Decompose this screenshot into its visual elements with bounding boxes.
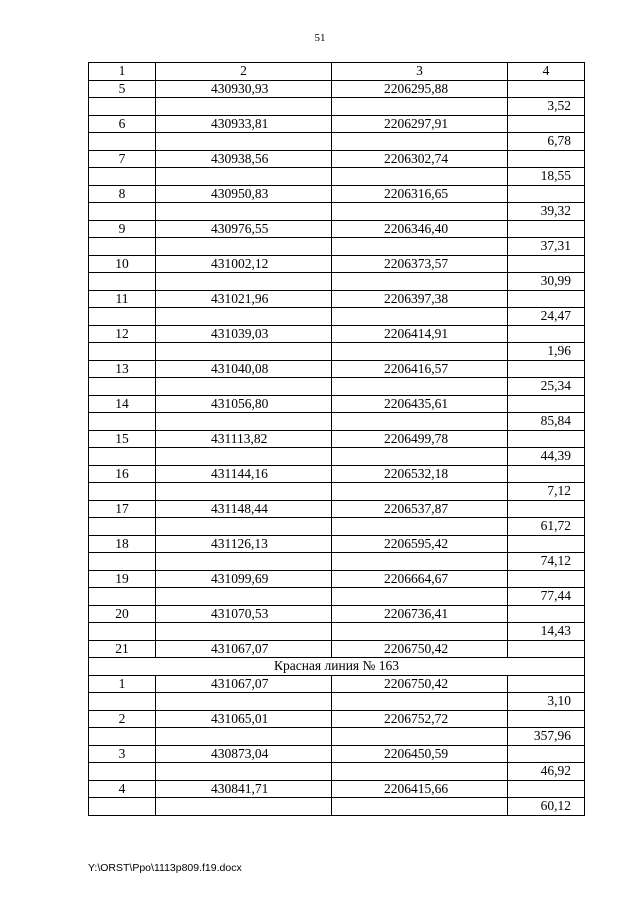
distance-cell-empty [508,360,585,378]
empty-cell [89,378,156,396]
point-number-cell: 9 [89,220,156,238]
distance-cell-empty [508,535,585,553]
distance-row [89,168,585,186]
empty-cell [332,553,508,571]
distance-row [89,203,585,221]
distance-cell-empty [508,780,585,798]
distance-row [89,693,585,711]
point-row [89,255,585,273]
file-path-footer: Y:\ORST\Ppo\1113p809.f19.docx [88,862,242,874]
y-coordinate-cell: 2206752,72 [332,710,508,728]
distance-cell-empty [508,115,585,133]
y-coordinate-cell: 2206736,41 [332,605,508,623]
y-coordinate-cell: 2206435,61 [332,395,508,413]
point-row [89,220,585,238]
point-number-cell: 3 [89,745,156,763]
distance-row [89,413,585,431]
point-number-cell: 13 [89,360,156,378]
distance-cell-empty [508,290,585,308]
point-row [89,710,585,728]
empty-cell [89,728,156,746]
x-coordinate-cell: 430841,71 [156,780,332,798]
distance-row [89,98,585,116]
empty-cell [89,588,156,606]
y-coordinate-cell: 2206316,65 [332,185,508,203]
distance-cell: 14,43 [508,623,585,641]
empty-cell [332,378,508,396]
y-coordinate-cell: 2206414,91 [332,325,508,343]
empty-cell [332,98,508,116]
distance-cell: 1,96 [508,343,585,361]
distance-row [89,728,585,746]
empty-cell [156,798,332,816]
distance-cell: 46,92 [508,763,585,781]
empty-cell [89,483,156,501]
distance-row [89,448,585,466]
empty-cell [332,483,508,501]
distance-cell-empty [508,465,585,483]
empty-cell [332,623,508,641]
x-coordinate-cell: 431067,07 [156,640,332,658]
empty-cell [156,693,332,711]
point-row [89,675,585,693]
distance-row [89,378,585,396]
point-number-cell: 17 [89,500,156,518]
empty-cell [332,518,508,536]
distance-row [89,343,585,361]
empty-cell [89,518,156,536]
point-number-cell: 2 [89,710,156,728]
empty-cell [156,203,332,221]
distance-cell: 3,52 [508,98,585,116]
distance-row [89,623,585,641]
x-coordinate-cell: 431065,01 [156,710,332,728]
empty-cell [332,448,508,466]
point-row [89,605,585,623]
distance-cell-empty [508,80,585,98]
empty-cell [89,273,156,291]
x-coordinate-cell: 431021,96 [156,290,332,308]
point-number-cell: 14 [89,395,156,413]
x-coordinate-cell: 431040,08 [156,360,332,378]
x-coordinate-cell: 431113,82 [156,430,332,448]
distance-cell-empty [508,710,585,728]
point-number-cell: 5 [89,80,156,98]
empty-cell [89,763,156,781]
empty-cell [89,238,156,256]
point-number-cell: 19 [89,570,156,588]
distance-row [89,553,585,571]
point-number-cell: 4 [89,780,156,798]
x-coordinate-cell: 430976,55 [156,220,332,238]
point-row [89,185,585,203]
empty-cell [89,308,156,326]
coordinates-table [88,62,585,816]
distance-cell: 6,78 [508,133,585,151]
distance-cell-empty [508,150,585,168]
point-row [89,500,585,518]
table-header-row [89,63,585,81]
distance-cell-empty [508,605,585,623]
section-title: Красная линия № 163 [89,658,585,676]
x-coordinate-cell: 430938,56 [156,150,332,168]
distance-cell: 44,39 [508,448,585,466]
x-coordinate-cell: 431056,80 [156,395,332,413]
empty-cell [156,623,332,641]
point-row [89,325,585,343]
empty-cell [156,273,332,291]
coordinates-table-body [89,63,585,816]
y-coordinate-cell: 2206297,91 [332,115,508,133]
header-cell-1: 1 [89,63,156,81]
distance-row [89,518,585,536]
empty-cell [156,238,332,256]
page-number: 51 [314,32,326,44]
point-number-cell: 15 [89,430,156,448]
y-coordinate-cell: 2206415,66 [332,780,508,798]
empty-cell [89,133,156,151]
y-coordinate-cell: 2206750,42 [332,675,508,693]
empty-cell [332,693,508,711]
distance-cell: 39,32 [508,203,585,221]
point-row [89,745,585,763]
empty-cell [332,168,508,186]
point-number-cell: 10 [89,255,156,273]
point-row [89,80,585,98]
distance-row [89,133,585,151]
distance-cell-empty [508,570,585,588]
y-coordinate-cell: 2206750,42 [332,640,508,658]
distance-row [89,798,585,816]
empty-cell [89,413,156,431]
distance-cell: 85,84 [508,413,585,431]
distance-cell-empty [508,325,585,343]
y-coordinate-cell: 2206416,57 [332,360,508,378]
distance-cell: 357,96 [508,728,585,746]
y-coordinate-cell: 2206537,87 [332,500,508,518]
y-coordinate-cell: 2206295,88 [332,80,508,98]
distance-cell-empty [508,745,585,763]
distance-cell-empty [508,430,585,448]
empty-cell [89,98,156,116]
y-coordinate-cell: 2206373,57 [332,255,508,273]
point-number-cell: 21 [89,640,156,658]
empty-cell [332,273,508,291]
distance-cell-empty [508,395,585,413]
empty-cell [89,203,156,221]
empty-cell [332,763,508,781]
point-number-cell: 7 [89,150,156,168]
point-number-cell: 12 [89,325,156,343]
point-row [89,360,585,378]
x-coordinate-cell: 431148,44 [156,500,332,518]
empty-cell [332,238,508,256]
distance-cell: 77,44 [508,588,585,606]
point-number-cell: 6 [89,115,156,133]
distance-row [89,588,585,606]
empty-cell [89,693,156,711]
point-row [89,780,585,798]
x-coordinate-cell: 431126,13 [156,535,332,553]
empty-cell [332,203,508,221]
header-cell-3: 3 [332,63,508,81]
distance-cell: 7,12 [508,483,585,501]
empty-cell [156,448,332,466]
distance-cell-empty [508,675,585,693]
x-coordinate-cell: 431144,16 [156,465,332,483]
empty-cell [156,343,332,361]
point-row [89,535,585,553]
point-number-cell: 20 [89,605,156,623]
distance-cell: 3,10 [508,693,585,711]
point-number-cell: 11 [89,290,156,308]
empty-cell [332,133,508,151]
point-number-cell: 1 [89,675,156,693]
x-coordinate-cell: 431070,53 [156,605,332,623]
distance-cell: 37,31 [508,238,585,256]
empty-cell [89,623,156,641]
empty-cell [156,763,332,781]
distance-cell-empty [508,640,585,658]
distance-cell: 18,55 [508,168,585,186]
y-coordinate-cell: 2206595,42 [332,535,508,553]
header-cell-2: 2 [156,63,332,81]
empty-cell [89,798,156,816]
point-number-cell: 18 [89,535,156,553]
x-coordinate-cell: 430950,83 [156,185,332,203]
distance-cell: 60,12 [508,798,585,816]
distance-cell: 74,12 [508,553,585,571]
distance-row [89,238,585,256]
point-row [89,290,585,308]
y-coordinate-cell: 2206499,78 [332,430,508,448]
x-coordinate-cell: 431099,69 [156,570,332,588]
distance-cell: 24,47 [508,308,585,326]
y-coordinate-cell: 2206664,67 [332,570,508,588]
x-coordinate-cell: 430933,81 [156,115,332,133]
point-row [89,640,585,658]
y-coordinate-cell: 2206397,38 [332,290,508,308]
distance-cell-empty [508,255,585,273]
x-coordinate-cell: 430873,04 [156,745,332,763]
distance-row [89,273,585,291]
empty-cell [332,588,508,606]
empty-cell [332,728,508,746]
empty-cell [89,448,156,466]
point-row [89,395,585,413]
empty-cell [89,553,156,571]
point-row [89,115,585,133]
empty-cell [89,168,156,186]
point-number-cell: 8 [89,185,156,203]
empty-cell [156,308,332,326]
empty-cell [156,588,332,606]
empty-cell [156,413,332,431]
x-coordinate-cell: 431002,12 [156,255,332,273]
x-coordinate-cell: 430930,93 [156,80,332,98]
distance-cell: 61,72 [508,518,585,536]
empty-cell [156,553,332,571]
y-coordinate-cell: 2206450,59 [332,745,508,763]
empty-cell [156,168,332,186]
point-row [89,570,585,588]
point-row [89,150,585,168]
empty-cell [89,343,156,361]
point-number-cell: 16 [89,465,156,483]
x-coordinate-cell: 431039,03 [156,325,332,343]
section-row [89,658,585,676]
empty-cell [332,798,508,816]
empty-cell [156,98,332,116]
empty-cell [156,378,332,396]
distance-row [89,763,585,781]
distance-cell-empty [508,220,585,238]
x-coordinate-cell: 431067,07 [156,675,332,693]
empty-cell [156,483,332,501]
empty-cell [156,133,332,151]
y-coordinate-cell: 2206346,40 [332,220,508,238]
distance-cell: 25,34 [508,378,585,396]
empty-cell [156,518,332,536]
empty-cell [332,308,508,326]
distance-row [89,308,585,326]
point-row [89,465,585,483]
y-coordinate-cell: 2206302,74 [332,150,508,168]
y-coordinate-cell: 2206532,18 [332,465,508,483]
distance-row [89,483,585,501]
empty-cell [156,728,332,746]
header-cell-4: 4 [508,63,585,81]
empty-cell [332,343,508,361]
point-row [89,430,585,448]
distance-cell-empty [508,500,585,518]
empty-cell [332,413,508,431]
distance-cell-empty [508,185,585,203]
distance-cell: 30,99 [508,273,585,291]
